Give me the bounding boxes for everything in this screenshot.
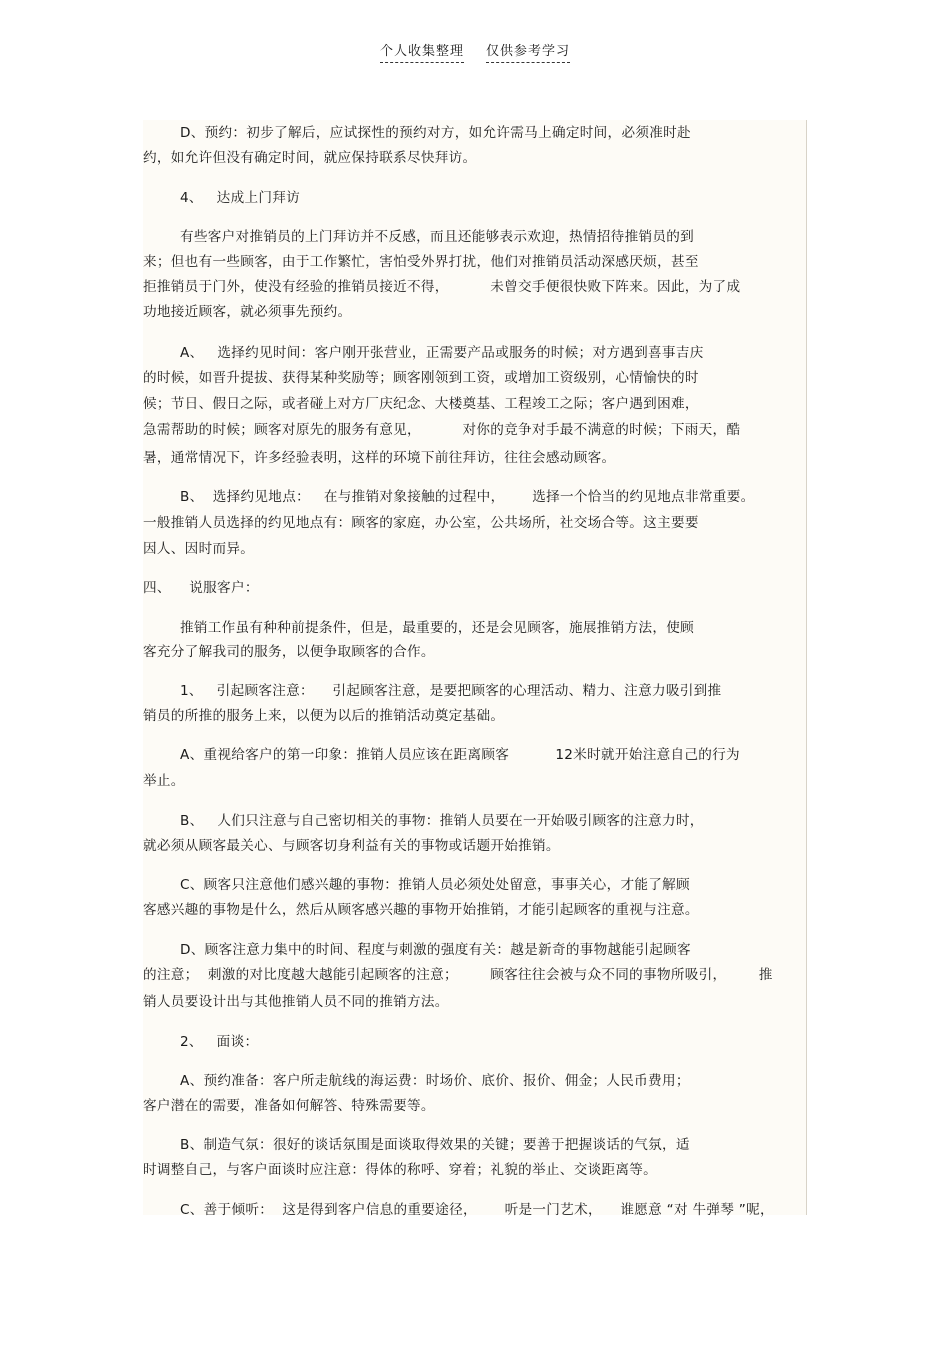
text-line: 就必须从顾客最关心、与顾客切身利益有关的事物或话题开始推销。 [143, 838, 560, 854]
page-header [0, 40, 950, 63]
header-right-text: 仅供参考学习 [486, 40, 570, 63]
text-line: D、预约：初步了解后，应试探性的预约对方，如允许需马上确定时间，必须准时赴 [143, 125, 691, 141]
text-line: 拒推销员于门外，使没有经验的推销员接近不得， 未曾交手便很快败下阵来。因此，为了成 [143, 279, 741, 295]
text-line: 来；但也有一些顾客，由于工作繁忙，害怕受外界打扰，他们对推销员活动深感厌烦，甚至 [143, 254, 699, 270]
text-line: D、顾客注意力集中的时间、程度与刺激的强度有关：越是新奇的事物越能引起顾客 [143, 942, 691, 958]
text-line: 推销工作虽有种种前提条件，但是，最重要的，还是会见顾客，施展推销方法，使顾 [143, 620, 695, 636]
text-line: C、顾客只注意他们感兴趣的事物：推销人员必须处处留意，事事关心，才能了解顾 [143, 877, 690, 893]
text-line: 急需帮助的时候；顾客对原先的服务有意见， 对你的竞争对手最不满意的时候；下雨天，酷 [143, 422, 741, 438]
text-line: C、善于倾听： 这是得到客户信息的重要途径， 听是一门艺术， 谁愿意 “对 牛弹琴 ”呢， [143, 1202, 774, 1218]
text-line: 4、 达成上门拜访 [143, 190, 301, 206]
text-line: 有些客户对推销员的上门拜访并不反感，而且还能够表示欢迎，热情招待推销员的到 [143, 229, 695, 245]
text-line: B、 选择约见地点： 在与推销对象接触的过程中， 选择一个恰当的约见地点非常重要。 [143, 489, 755, 505]
text-line: 销人员要设计出与其他推销人员不同的推销方法。 [143, 994, 449, 1010]
text-line: 暑，通常情况下，许多经验表明，这样的环境下前往拜访，往往会感动顾客。 [143, 450, 616, 466]
text-line: 客户潜在的需要，准备如何解答、特殊需要等。 [143, 1098, 435, 1114]
text-line: 时调整自己，与客户面谈时应注意：得体的称呼、穿着；礼貌的举止、交谈距离等。 [143, 1162, 658, 1178]
text-line: A、重视给客户的第一印象：推销人员应该在距离顾客 12米时就开始注意自己的行为 [143, 747, 740, 763]
text-line: 客感兴趣的事物是什么，然后从顾客感兴趣的事物开始推销，才能引起顾客的重视与注意。 [143, 902, 699, 918]
text-line: 四、 说服客户： [143, 580, 259, 596]
text-line: 一般推销人员选择的约见地点有：顾客的家庭，办公室，公共场所，社交场合等。这主要要 [143, 515, 699, 531]
text-line: 候；节日、假日之际，或者碰上对方厂庆纪念、大楼奠基、工程竣工之际；客户遇到困难， [143, 396, 699, 412]
text-line: B、 人们只注意与自己密切相关的事物：推销人员要在一开始吸引顾客的注意力时， [143, 813, 704, 829]
text-line: 2、 面谈： [143, 1034, 259, 1050]
text-line: B、制造气氛：很好的谈话氛围是面谈取得效果的关键；要善于把握谈话的气氛，适 [143, 1137, 690, 1153]
text-line: 1、 引起顾客注意： 引起顾客注意，是要把顾客的心理活动、精力、注意力吸引到推 [143, 683, 722, 699]
text-line: 销员的所推的服务上来，以便为以后的推销活动奠定基础。 [143, 708, 505, 724]
text-line: 的注意； 刺激的对比度越大越能引起顾客的注意； 顾客往往会被与众不同的事物所吸引， 推 [143, 967, 773, 983]
text-line: A、预约准备：客户所走航线的海运费：时场价、底价、报价、佣金；人民币费用； [143, 1073, 690, 1089]
text-line: A、 选择约见时间：客户刚开张营业，正需要产品或服务的时候；对方遇到喜事吉庆 [143, 345, 704, 361]
text-line: 客充分了解我司的服务，以便争取顾客的合作。 [143, 644, 435, 660]
text-line: 举止。 [143, 773, 185, 789]
text-line: 的时候，如晋升提拔、获得某种奖励等；顾客刚领到工资，或增加工资级别，心情愉快的时 [143, 370, 699, 386]
text-line: 因人、因时而异。 [143, 541, 255, 557]
text-line: 功地接近顾客，就必须事先预约。 [143, 304, 352, 320]
header-left-text: 个人收集整理 [380, 40, 464, 63]
text-line: 约，如允许但没有确定时间，就应保持联系尽快拜访。 [143, 150, 477, 166]
